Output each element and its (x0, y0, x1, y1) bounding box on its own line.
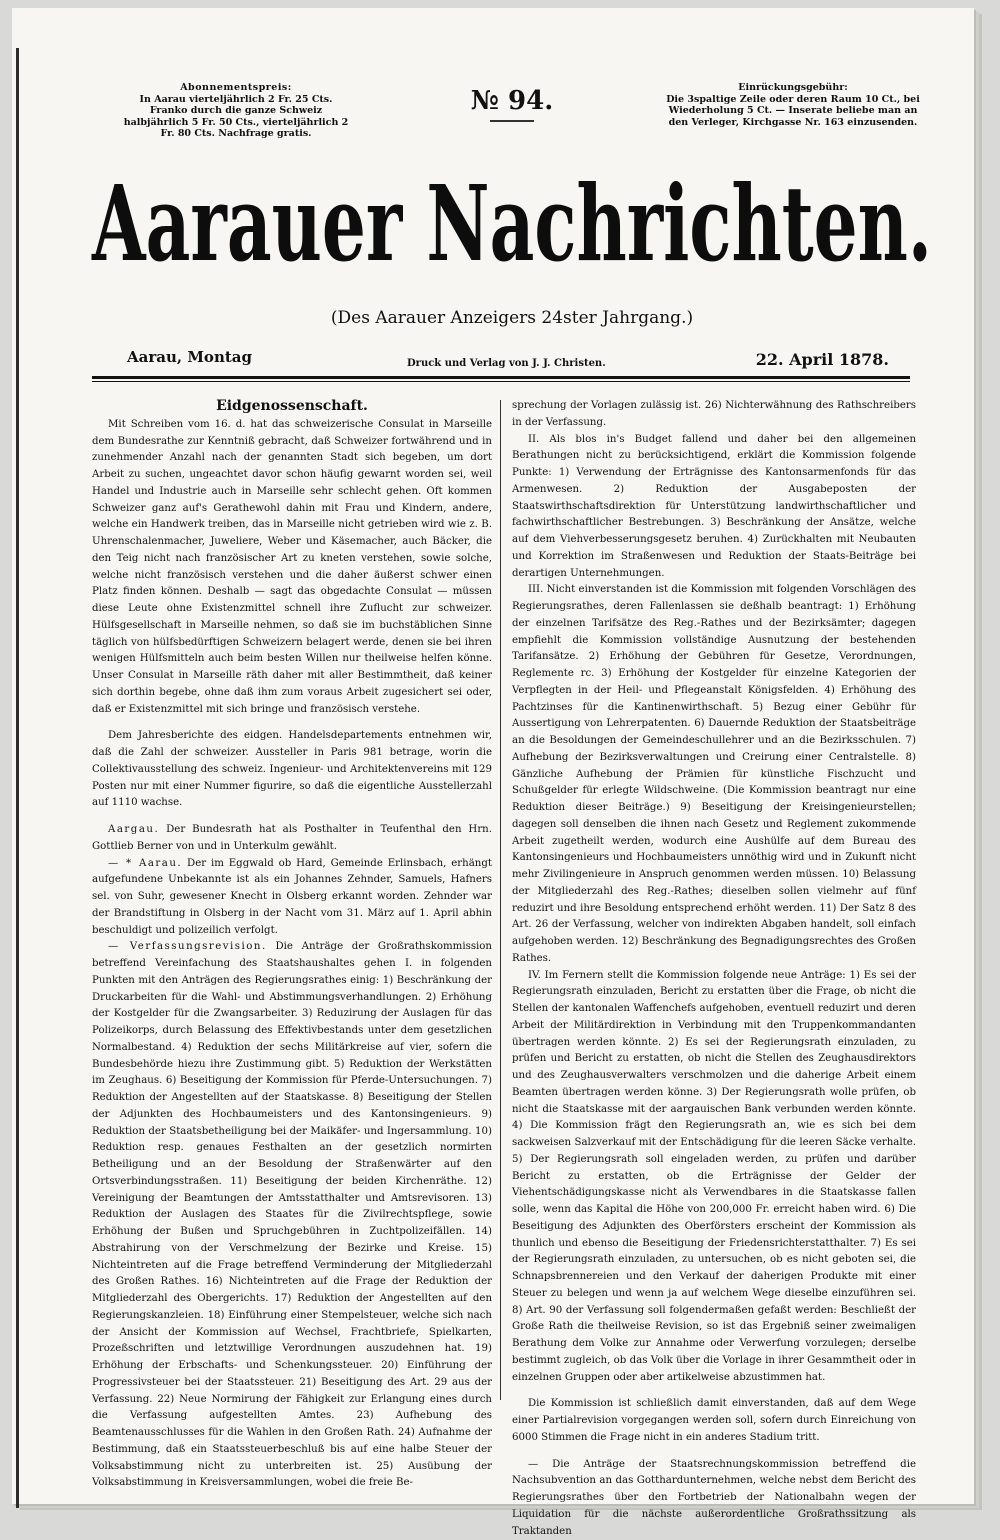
newspaper-page (12, 8, 974, 1504)
masthead-svg (82, 148, 942, 318)
article-consulate: Mit Schreiben vom 16. d. hat das schweizerische Consulat in Marseille dem Bundesrathe zur Kenntniß gebracht, daß Schweizer fortwährend und in zunehmender Anzahl nach der genannten Stadt sich begeben, um dort Arbeit zu suchen, ungeachtet davor schon häufig gewarnt worden sei, weil Handel und Industrie auch in Marseille sehr schlecht gehen. Oft kommen Schweizer ganz auf's Gerathewohl dahin mit Frau und Kindern, andere, welche ein Handwerk treiben, das in Marseille nicht getrieben wird wie z. B. Uhrenschalenmacher, Juweliere, Weber und Käsemacher, auch Bäcker, die den Teig nicht nach französischer Art zu kneten verstehen, sowie solche, welche nicht französisch verstehen und die daher äußerst schwer einen Platz finden können. Deshalb — sagt das obgedachte Consulat — müssen diese Leute ohne Existenzmittel schnell ihre Zuflucht zur schweizer. Hülfsgesellschaft in Marseille nehmen, so daß sie im buchstäblichen Sinne täglich von hülfsbedürftigen Schweizern belagert werde, denen sie bei ihren wenigen Hülfsmitteln auch beim besten Willen nur theilweise helfen könne. Unser Consulat in Marseille räth daher mit aller Bestimmtheit, daß keiner sich dorthin begebe, ohne daß ihm zum voraus Arbeit zugesichert sei oder, daß er Existenzmittel mit sich bringe und französisch verstehe. (92, 417, 492, 719)
insertion-box (662, 82, 924, 128)
partial-revision: Die Kommission ist schließlich damit einverstanden, daß auf dem Wege einer Partialrevision vorgegangen werden soll, sofern durch Einreichung von 6000 Stimmen die Frage nicht in ein anderes Stadium tritt. (512, 1396, 916, 1446)
article-aarau (92, 856, 492, 940)
article-aarau-head: — * Aarau. (108, 858, 182, 869)
subscription-title: Abonnementspreis: (120, 82, 352, 94)
article-revision-head: — Verfassungsrevision. (108, 941, 267, 952)
subscription-text: In Aarau vierteljährlich 2 Fr. 25 Cts. Franko durch die ganze Schweiz halbjährlich 5 Fr. 50 Cts., vierteljährlich 2 Fr. 80 Cts. Nachfrage gratis. (120, 94, 352, 140)
masthead-title (82, 148, 942, 318)
article-exhibitors: Dem Jahresberichte des eidgen. Handelsdepartements entnehmen wir, daß die Zahl der schweizer. Aussteller in Paris 981 betrage, worin die Collektivausstellung des schweiz. Ingenieur- und Architektenvereins mit 129 Posten nur mit einer Nummer figurire, so daß die eigentliche Ausstellerzahl auf 1110 wachse. (92, 728, 492, 812)
header-rule-thick (92, 376, 910, 379)
issue-date: 22. April 1878. (756, 350, 889, 369)
binding-edge (16, 48, 19, 1508)
article-aargau (92, 822, 492, 856)
article-aargau-head: Aargau. (108, 824, 159, 835)
printer-line: Druck und Verlag von J. J. Christen. (407, 358, 606, 369)
insertion-title: Einrückungsgebühr: (662, 82, 924, 94)
subtitle: (Des Aarauer Anzeigers 24ster Jahrgang.) (262, 308, 762, 328)
article-revision (92, 939, 492, 1492)
header-rule-thin (92, 381, 910, 382)
insertion-text: Die 3spaltige Zeile oder deren Raum 10 Ct., bei Wiederholung 5 Ct. — Inserate beliebe man an den Verleger, Kirchgasse Nr. 163 einzusenden. (662, 94, 924, 129)
rejected-proposals: III. Nicht einverstanden ist die Kommission mit folgenden Vorschlägen des Regierungsrathes, deren Fallenlassen sie deßhalb beantragt: 1) Erhöhung der einzelnen Tarifsätze des Reg.-Rathes und der Bezirksämter; dagegen empfiehlt die Kommission vollständige Ausnutzung der bestehenden Tarifansätze. 2) Erhöhung der Gebühren für Gesetze, Verordnungen, Reglemente rc. 3) Erhöhung der Kostgelder für einzelne Kategorien der Verpflegten in der Heil- und Pflegeanstalt Königsfelden. 4) Erhöhung des Pachtzinses für die Kantinenwirthschaft. 5) Bezug einer Gebühr für Aussertigung von Lehrerpatenten. 6) Dauernde Reduktion der Staatsbeiträge an die Besoldungen der Gemeindeschullehrer und an die Bezirksschulen. 7) Aufhebung der Bezirksverwaltungen und Creirung einer Centralstelle. 8) Gänzliche Aufhebung der Prämien für künstliche Fischzucht und Schußgelder für erlegte Wildschweine. (Die Kommission beantragt nur eine Reduktion dieser Beiträge.) 9) Beseitigung der Kreisingenieurstellen; dagegen soll denselben die ihnen nach Gesetz und Reglement zukommende Arbeit zugetheilt werden, wodurch eine Aushülfe auf dem Bureau des Kantonsingenieurs und Hochbaumeisters unnöthig wird und in Zukunft nicht mehr Zivilingenieure in Anspruch genommen werden müssen. 10) Belassung der Mitgliederzahl des Reg.-Rathes; dieselben sollen vielmehr auf fünf reduzirt und ihre Besoldung entsprechend erhöht werden. 11) Der Satz 8 des Art. 26 der Verfassung, welcher von indirekten Abgaben handelt, soll einfach aufgehoben werden. 12) Beschränkung des Begnadigungsrechtes des Großen Rathes. (512, 582, 916, 967)
issue-ornament (490, 120, 534, 122)
right-column (512, 398, 916, 1540)
budget-points: II. Als blos in's Budget fallend und daher bei den allgemeinen Berathungen nicht zu berücksichtigend, erklärt die Kommission folgende Punkte: 1) Verwendung der Erträgnisse des Kantonsarmenfonds für das Armenwesen. 2) Reduktion der Ausgabeposten der Staatswirthschaftsdirektion für Unterstützung landwirthschaftlicher und fachwirthschaftlicher Bestrebungen. 3) Beschränkung der Ansätze, welche auf dem Viehverbesserungsgesetz beruhen. 4) Zurückhalten mit Neubauten und Korrektion im Straßenwesen und Reduktion der Staats-Beiträge bei derartigen Unternehmungen. (512, 432, 916, 583)
continued-text: sprechung der Vorlagen zulässig ist. 26) Nichterwähnung des Rathschreibers in der Verfassung. (512, 398, 916, 432)
left-column (92, 398, 492, 1492)
article-aarau-text: Der im Eggwald ob Hard, Gemeinde Erlinsbach, erhängt aufgefundene Unbekannte ist als ein Johannes Zehnder, Samuels, Hafners sel. von Suhr, gewesener Knecht in Olsberg erkannt worden. Zehnder war der Brandstiftung in Olsberg in der Nacht vom 31. März auf 1. April abhin beschuldigt und polizeilich verfolgt. (92, 858, 492, 936)
column-divider (500, 400, 501, 1400)
state-accounts: — Die Anträge der Staatsrechnungskommission betreffend die Nachsubvention an das Gotthardunternehmen, welche nebst dem Bericht des Regierungsrathes über den Fortbetrieb der Nationalbahn wegen der Liquidation für die nächste außerordentliche Großrathssitzung als Traktanden (512, 1457, 916, 1540)
new-proposals: IV. Im Fernern stellt die Kommission folgende neue Anträge: 1) Es sei der Regierungsrath einzuladen, Bericht zu erstatten über die Frage, ob nicht die Stellen der kantonalen Waffenchefs aufgehoben, eventuell reduzirt und deren Arbeit der Militärdirektion in Verbindung mit den Truppenkommandanten übertragen werden könnte. 2) Es sei der Regierungsrath einzuladen, zu prüfen und Bericht zu erstatten, ob nicht die Stellen des Zeughausdirektors und des Zeughausverwalters verschmolzen und die daherige Arbeit einem Beamten übertragen werden könne. 3) Der Regierungsrath wolle prüfen, ob nicht die Staatskasse mit der aargauischen Bank verbunden werden könnte. 4) Die Kommission frägt den Regierungsrath an, wie es sich bei dem sackweisen Salzverkauf mit der Entschädigung für die leeren Säcke verhalte. 5) Der Regierungsrath soll eingeladen werden, zu prüfen und darüber Bericht zu erstatten, ob die Erträgnisse der Gelder der Viehentschädigungskasse nicht als Verwendbares in die Staatskasse fallen solle, wenn das Kapital die Höhe von 200,000 Fr. erreicht haben wird. 6) Die Beseitigung des Adjunkten des Oberförsters erscheint der Kommission als thunlich und ebenso die Beseitigung der Friedensrichterstatthalter. 7) Es sei der Regierungsrath einzuladen, zu untersuchen, ob es nicht geboten sei, die Schnapsbrennereien und den Verkauf der daherigen Produkte mit einer Steuer zu belegen und wenn ja auf welchem Wege dieselbe einzuführen sei. 8) Art. 90 der Verfassung soll folgendermaßen gefaßt werden: Beschließt der Große Rath die theilweise Revision, so ist das Ergebniß seiner zweimaligen Berathung dem Volke zur Annahme oder Verwerfung vorzulegen; derselbe bestimmt zugleich, ob das Volk über die Vorlage in ihrer Gesammtheit oder in einzelnen Gruppen oder aber artikelweise abzustimmen hat. (512, 968, 916, 1387)
section-title: Eidgenossenschaft. (92, 398, 492, 415)
dateline (107, 348, 897, 374)
place-day: Aarau, Montag (127, 348, 252, 366)
article-revision-text: Die Anträge der Großrathskommission betreffend Vereinfachung des Staatshaushaltes gehen I. in folgenden Punkten mit den Anträgen des Regierungsrathes einig: 1) Beschränkung der Druckarbeiten für die Wahl- und Abstimmungsverhandlungen. 2) Erhöhung der Kostgelder für die Zwangsarbeiter. 3) Reduzirung der Auslagen für das Polizeikorps, durch Belassung des Effektivbestands unter dem gesetzlichen Normalbestand. 4) Reduktion der sechs Militärkreise auf vier, sofern die Bundesbehörde hiezu ihre Zustimmung gibt. 5) Reduktion der Werkstätten im Zeughaus. 6) Beseitigung der Kommission für Pferde-Untersuchungen. 7) Reduktion der Angestellten auf der Staatskasse. 8) Beseitigung der Stellen der Adjunkten des Hochbaumeisters und des Kantonsingenieurs. 9) Reduktion der Staatsbetheiligung bei der Maikäfer- und Ingersammlung. 10) Reduktion resp. genaues Festhalten an der gesetzlich normirten Betheiligung und an der Besoldung der Straßenwärter auf den Ortsverbindungsstraßen. 11) Beseitigung der beiden Kirchenräthe. 12) Vereinigung der Beamtungen der Amtsstatthalter und Amtsrevisoren. 13) Reduktion der Auslagen des Staates für die Zivilrechtspflege, sowie Erhöhung der Bußen und Spruchgebühren in Zuchtpolizeifällen. 14) Abstrahirung von der Verschmelzung der Bezirke und Kreise. 15) Nichteintreten auf die Frage betreffend Verminderung der Mitgliederzahl des Großen Rathes. 16) Nichteintreten auf die Frage der Reduktion der Mitgliederzahl des Obergerichts. 17) Reduktion der Angestellten auf den Regierungskanzleien. 18) Einführung einer Stempelsteuer, welche sich nach der Ansicht der Kommission auf Wechsel, Frachtbriefe, Spielkarten, Prozeßschriften und letztwillige Verordnungen auszudehnen hat. 19) Erhöhung der Erbschafts- und Schenkungssteuer. 20) Einführung der Progressivsteuer bei der Staatssteuer. 21) Beseitigung des Art. 29 aus der Verfassung. 22) Neue Normirung der Fähigkeit zur Erlangung eines durch die Verfassung aufgestellten Amtes. 23) Aufhebung des Beamtenausschlusses für die Wahlen in den Großen Rath. 24) Aufnahme der Bestimmung, daß ein Staatssteuerbeschluß bis auf eine halbe Steuer der Volksabstimmung nicht zu unterbreiten ist. 25) Ausübung der Volksabstimmung in Kreisversammlungen, wobei die freie Be- (92, 941, 492, 1488)
subscription-box (120, 82, 352, 140)
article-aargau-text: Der Bundesrath hat als Posthalter in Teufenthal den Hrn. Gottlieb Berner von und in Unterkulm gewählt. (92, 824, 492, 852)
issue-number: № 94. (452, 86, 572, 116)
masthead-text: Aarauer Nachrichten. (91, 162, 932, 285)
